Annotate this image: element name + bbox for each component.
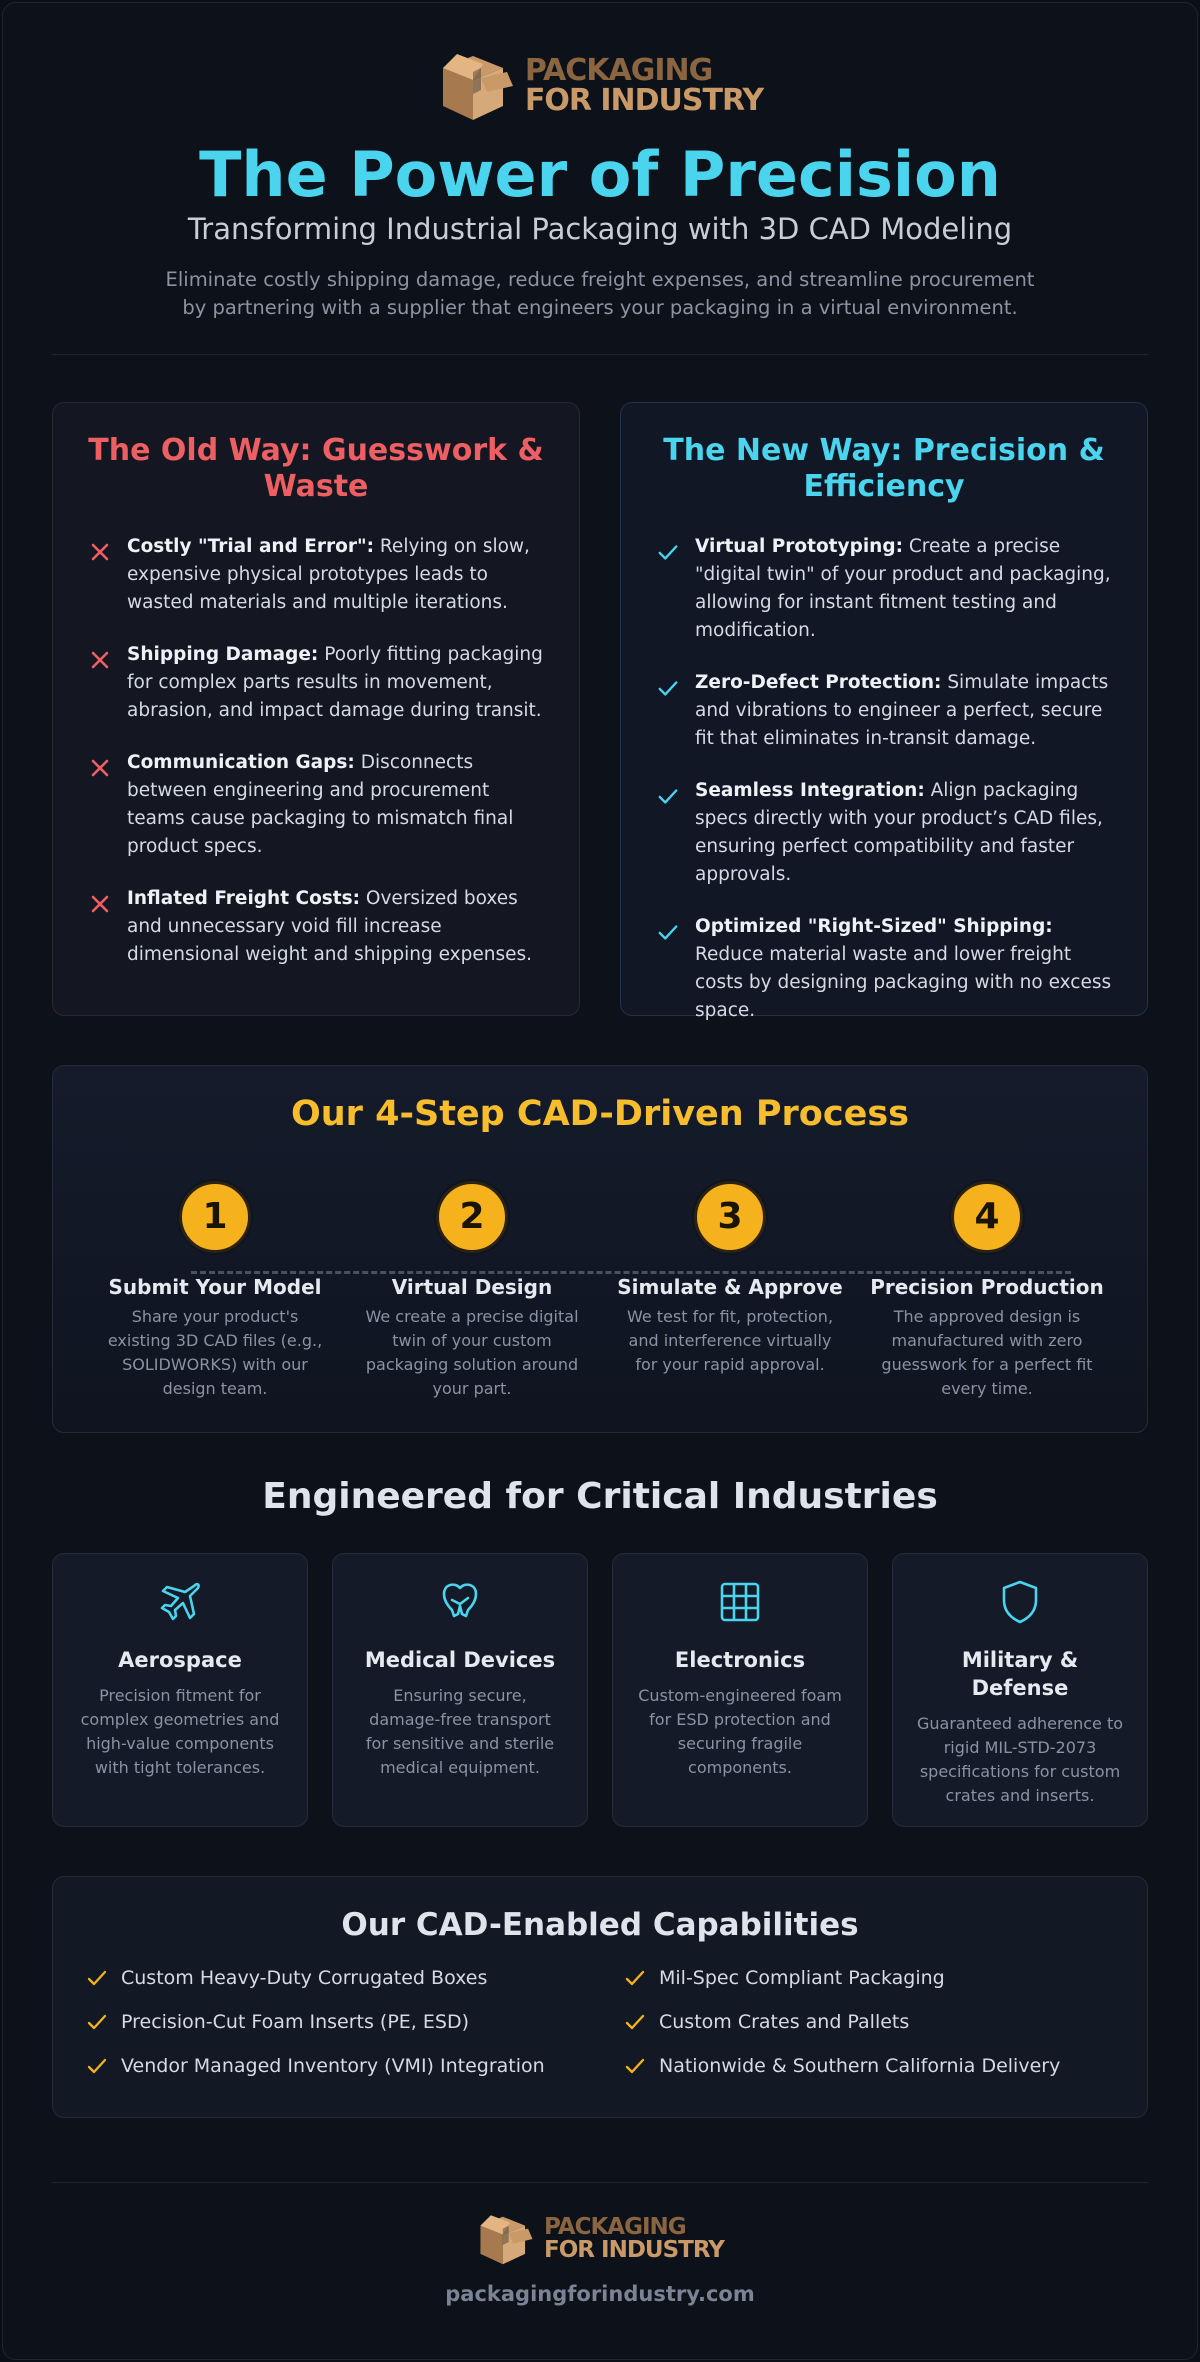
step-number: 3 bbox=[694, 1181, 766, 1253]
new-way-item bbox=[657, 669, 1117, 753]
capability-item bbox=[625, 1967, 945, 1989]
step-title: Simulate & Approve bbox=[617, 1275, 843, 1299]
old-way-item-text: Oversized boxes and unnecessary void fill increase dimensional weight and shipping expenses. bbox=[127, 888, 533, 965]
brand-line1: PACKAGING bbox=[544, 2214, 686, 2240]
new-way-item bbox=[657, 533, 1117, 645]
process-step bbox=[95, 1181, 335, 1401]
new-way-title: The New Way: Precision & Efficiency bbox=[663, 433, 1105, 504]
capability-label: Custom Crates and Pallets bbox=[659, 2011, 910, 2033]
industry-description: Precision fitment for complex geometries and high-value components with tight tolerances. bbox=[80, 1686, 280, 1777]
capabilities-title: Our CAD-Enabled Capabilities bbox=[341, 1907, 859, 1943]
industry-title: Electronics bbox=[674, 1648, 806, 1672]
check-icon bbox=[87, 2057, 107, 2075]
step-number: 1 bbox=[179, 1181, 251, 1253]
check-icon bbox=[625, 2057, 645, 2075]
check-icon bbox=[625, 1969, 645, 1987]
old-way-item bbox=[89, 885, 549, 969]
shield-icon bbox=[996, 1578, 1044, 1626]
box-logo-icon bbox=[437, 50, 515, 122]
x-icon bbox=[89, 541, 111, 563]
x-icon bbox=[89, 893, 111, 915]
new-way-item bbox=[657, 777, 1117, 889]
capability-item bbox=[625, 2055, 1060, 2077]
airplane-icon bbox=[156, 1578, 204, 1626]
x-icon bbox=[89, 649, 111, 671]
new-way-item-label: Virtual Prototyping: bbox=[695, 536, 903, 557]
industry-description: Custom-engineered foam for ESD protection and securing fragile components. bbox=[638, 1686, 842, 1777]
industry-title: Aerospace bbox=[118, 1648, 242, 1672]
step-description: Share your product's existing 3D CAD files (e.g., SOLIDWORKS) with our design team. bbox=[107, 1307, 323, 1398]
new-way-item-text: Create a precise "digital twin" of your product and packaging, allowing for instant fitment testing and modification. bbox=[695, 536, 1111, 641]
industries-title: Engineered for Critical Industries bbox=[262, 1476, 938, 1517]
check-icon bbox=[657, 541, 679, 563]
new-way-item-label: Seamless Integration: bbox=[695, 780, 925, 801]
old-way-item-text: Disconnects between engineering and procurement teams cause packaging to mismatch final product specs. bbox=[127, 752, 514, 857]
process-step bbox=[610, 1181, 850, 1377]
check-icon bbox=[657, 785, 679, 807]
divider bbox=[52, 2182, 1148, 2183]
old-way-item-text: Poorly fitting packaging for complex parts results in movement, abrasion, and impact damage during transit. bbox=[127, 644, 543, 721]
capability-item bbox=[87, 2055, 545, 2077]
capability-label: Custom Heavy-Duty Corrugated Boxes bbox=[121, 1967, 488, 1989]
old-way-item bbox=[89, 641, 549, 725]
old-way-item-label: Communication Gaps: bbox=[127, 752, 355, 773]
capability-label: Precision-Cut Foam Inserts (PE, ESD) bbox=[121, 2011, 469, 2033]
brand-line2: FOR INDUSTRY bbox=[524, 83, 764, 118]
brand-line1: PACKAGING bbox=[524, 53, 713, 88]
industry-title: Military & Defense bbox=[961, 1648, 1079, 1700]
capability-item bbox=[625, 2011, 909, 2033]
step-number: 2 bbox=[436, 1181, 508, 1253]
capability-label: Nationwide & Southern California Delivery bbox=[659, 2055, 1061, 2077]
step-title: Submit Your Model bbox=[108, 1275, 322, 1299]
website-link[interactable]: packagingforindustry.com bbox=[445, 2282, 755, 2306]
page-title: The Power of Precision bbox=[199, 138, 1001, 211]
process-step bbox=[352, 1181, 592, 1401]
medical-icon bbox=[436, 1578, 484, 1626]
x-icon bbox=[89, 757, 111, 779]
old-way-item-text: Relying on slow, expensive physical prototypes leads to wasted materials and multiple iterations. bbox=[127, 536, 530, 613]
box-logo-icon bbox=[476, 2212, 534, 2266]
footer-logo[interactable] bbox=[0, 2212, 1200, 2266]
industry-title: Medical Devices bbox=[364, 1648, 556, 1672]
old-way-item bbox=[89, 533, 549, 617]
step-title: Virtual Design bbox=[391, 1275, 553, 1299]
new-way-item-label: Zero-Defect Protection: bbox=[695, 672, 942, 693]
chip-grid-icon bbox=[716, 1578, 764, 1626]
check-icon bbox=[87, 2013, 107, 2031]
new-way-item bbox=[657, 913, 1117, 1025]
brand-line2: FOR INDUSTRY bbox=[544, 2237, 724, 2263]
industry-card-medical bbox=[332, 1553, 588, 1827]
industry-card-aerospace bbox=[52, 1553, 308, 1827]
process-section bbox=[52, 1065, 1148, 1433]
old-way-item-label: Shipping Damage: bbox=[127, 644, 319, 665]
capability-label: Vendor Managed Inventory (VMI) Integration bbox=[121, 2055, 545, 2077]
new-way-item-label: Optimized "Right-Sized" Shipping: bbox=[695, 916, 1053, 937]
old-way-item-label: Inflated Freight Costs: bbox=[127, 888, 361, 909]
check-icon bbox=[657, 921, 679, 943]
new-way-card bbox=[620, 402, 1148, 1021]
step-title: Precision Production bbox=[870, 1275, 1104, 1299]
industry-card-electronics bbox=[612, 1553, 868, 1827]
industry-description: Guaranteed adherence to rigid MIL-STD-2073 specifications for custom crates and inserts. bbox=[917, 1714, 1124, 1805]
old-way-title: The Old Way: Guesswork & Waste bbox=[88, 433, 544, 504]
brand-logo[interactable] bbox=[0, 50, 1200, 122]
page-subtitle: Transforming Industrial Packaging with 3D CAD Modeling bbox=[187, 212, 1013, 246]
step-number: 4 bbox=[951, 1181, 1023, 1253]
capability-item bbox=[87, 1967, 487, 1989]
old-way-item-label: Costly "Trial and Error": bbox=[127, 536, 375, 557]
intro-line-1: Eliminate costly shipping damage, reduce freight expenses, and streamline procurement bbox=[165, 268, 1035, 291]
check-icon bbox=[657, 677, 679, 699]
new-way-item-text: Simulate impacts and vibrations to engineer a perfect, secure fit that eliminates in-transit damage. bbox=[695, 672, 1109, 749]
intro-line-2: by partnering with a supplier that engineers your packaging in a virtual environment. bbox=[182, 296, 1018, 319]
capability-label: Mil-Spec Compliant Packaging bbox=[659, 1967, 945, 1989]
capabilities-section bbox=[52, 1876, 1148, 2118]
step-description: The approved design is manufactured with zero guesswork for a perfect fit every time. bbox=[881, 1307, 1093, 1398]
process-title: Our 4-Step CAD-Driven Process bbox=[291, 1094, 909, 1134]
check-icon bbox=[625, 2013, 645, 2031]
industry-card-military bbox=[892, 1553, 1148, 1827]
step-description: We test for fit, protection, and interference virtually for your rapid approval. bbox=[626, 1307, 834, 1374]
process-step bbox=[867, 1181, 1107, 1401]
new-way-item-text: Reduce material waste and lower freight costs by designing packaging with no excess space. bbox=[695, 944, 1112, 1021]
capability-item bbox=[87, 2011, 469, 2033]
step-description: We create a precise digital twin of your custom packaging solution around your part. bbox=[365, 1307, 579, 1398]
new-way-item-text: Align packaging specs directly with your product’s CAD files, ensuring perfect compatibility and faster approvals. bbox=[695, 780, 1103, 885]
intro-text bbox=[140, 266, 1060, 322]
check-icon bbox=[87, 1969, 107, 1987]
old-way-card bbox=[52, 402, 580, 1016]
divider bbox=[52, 354, 1148, 355]
industry-description: Ensuring secure, damage-free transport for sensitive and sterile medical equipment. bbox=[365, 1686, 555, 1777]
old-way-item bbox=[89, 749, 549, 861]
